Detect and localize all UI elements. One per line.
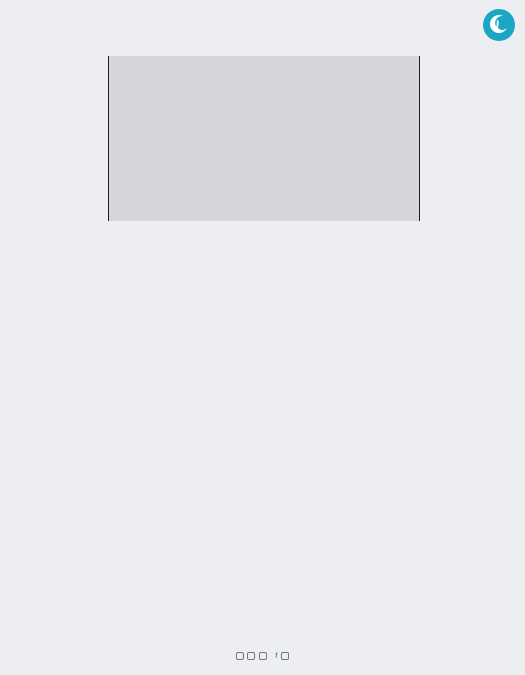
instagram-icon bbox=[236, 652, 244, 660]
facebook-icon: f bbox=[275, 652, 278, 660]
document-table bbox=[108, 56, 420, 221]
x-icon bbox=[247, 652, 255, 660]
youtube-icon bbox=[259, 652, 267, 660]
section-3-title bbox=[108, 171, 420, 221]
footer bbox=[0, 652, 525, 660]
crescent-logo-icon bbox=[483, 9, 515, 41]
section-2-title bbox=[108, 116, 420, 171]
section-1-title bbox=[108, 56, 420, 116]
web-icon bbox=[281, 652, 289, 660]
ministry-logo bbox=[483, 9, 515, 41]
